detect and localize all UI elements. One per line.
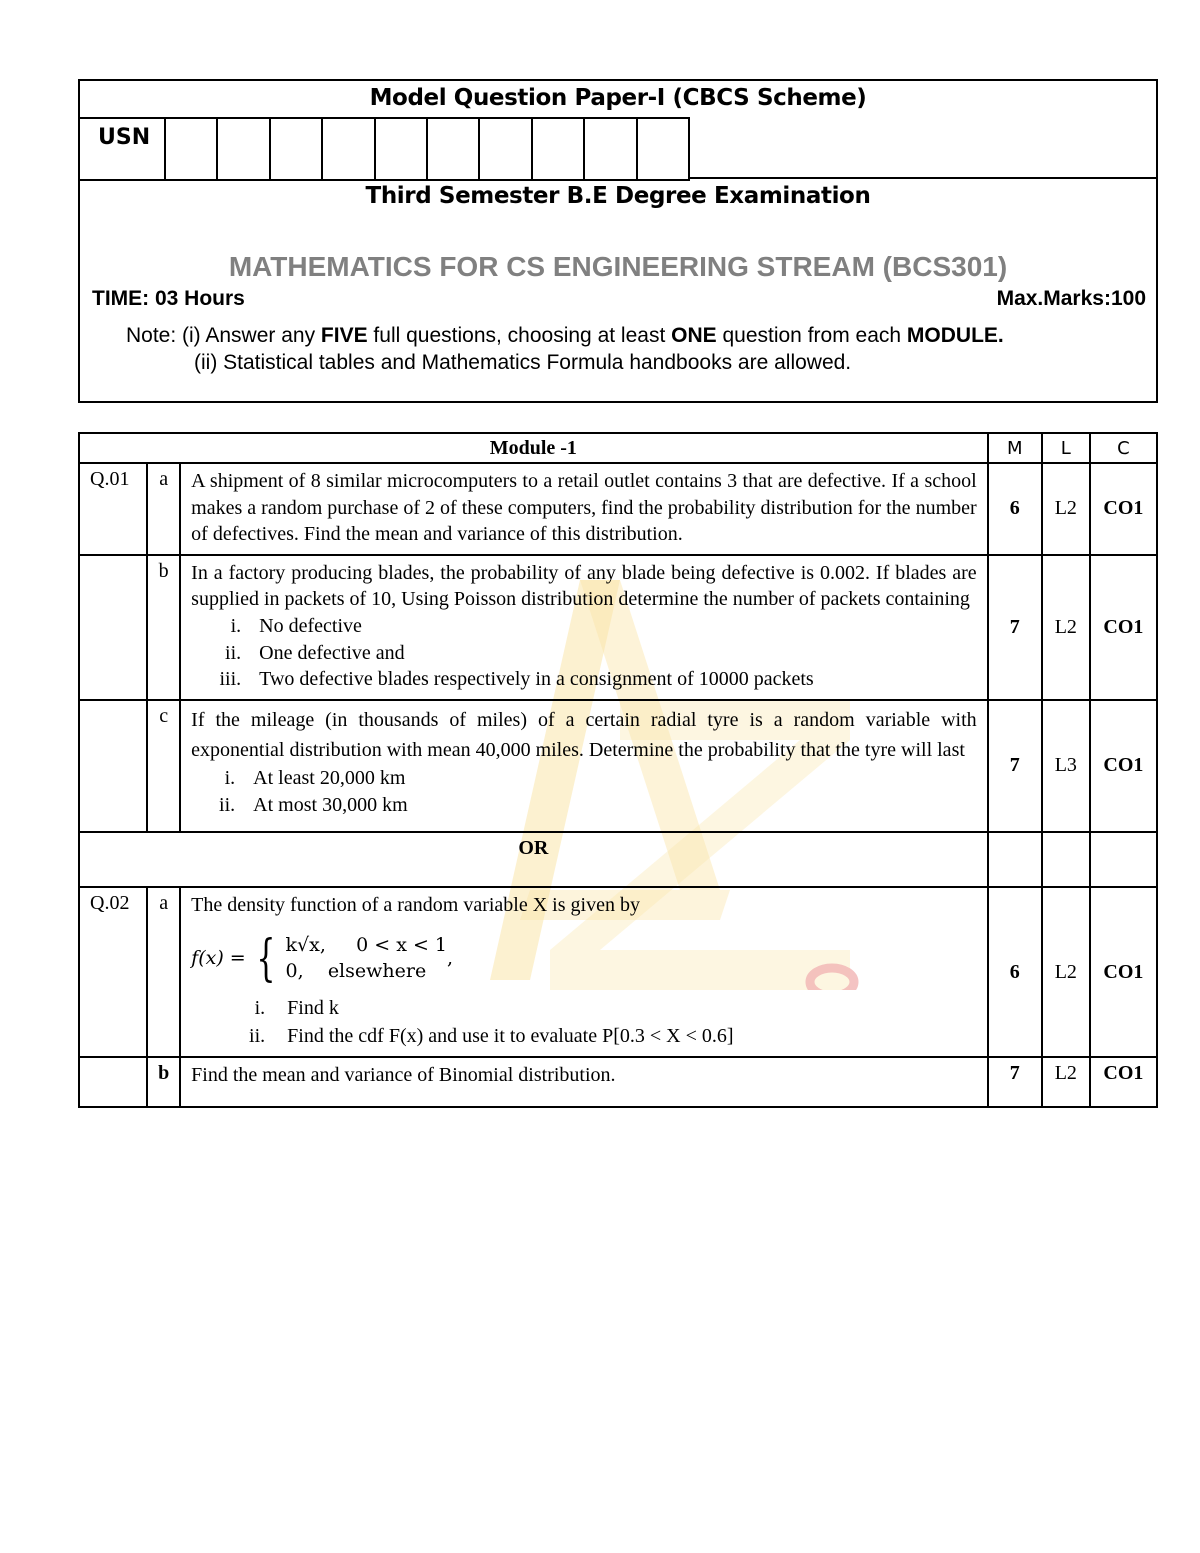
paper-title: Model Question Paper-I (CBCS Scheme)	[369, 85, 867, 111]
co-column-header: C	[1090, 433, 1157, 463]
marks-cell: 7	[988, 700, 1042, 832]
table-row	[79, 463, 1157, 555]
usn-digit-box[interactable]	[271, 119, 323, 179]
formula-tail: ,	[447, 947, 454, 970]
question-text: The density function of a random variable X is given by	[191, 893, 640, 916]
list-item: iii. Two defective blades respectively in a consignment of 10000 packets	[219, 668, 814, 691]
table-row	[79, 700, 1157, 832]
marks-cell: 6	[988, 887, 1042, 1058]
list-item: i. At least 20,000 km	[224, 766, 406, 789]
brace-icon: {	[256, 929, 276, 988]
level-cell: L2	[1042, 463, 1090, 555]
usn-digit-box[interactable]	[480, 119, 532, 179]
question-number-empty	[79, 555, 147, 700]
question-text: A shipment of 8 similar microcomputers to a retail outlet contains 3 that are defective. If a school makes a random purchase of 2 of these computers, find the probability distribution for the number of defectives. Find the mean and variance of this distribution.	[180, 463, 988, 555]
usn-label: USN	[80, 119, 166, 179]
level-column-header: L	[1042, 433, 1090, 463]
list-item: i. No defective	[230, 614, 362, 637]
empty-cell	[1090, 832, 1157, 887]
marks-column-header: M	[988, 433, 1042, 463]
subquestion-label: a	[147, 463, 180, 555]
subject-title: MATHEMATICS FOR CS ENGINEERING STREAM (BCS301)	[228, 251, 1008, 282]
empty-cell	[988, 832, 1042, 887]
question-text: Find the mean and variance of Binomial distribution.	[180, 1057, 988, 1107]
question-number: Q.02	[79, 887, 147, 1058]
co-cell: CO1	[1090, 463, 1157, 555]
density-formula	[191, 929, 977, 988]
usn-digit-box[interactable]	[218, 119, 270, 179]
co-cell: CO1	[1090, 1057, 1157, 1107]
formula-lhs: f(x) =	[191, 947, 246, 970]
empty-cell	[1042, 832, 1090, 887]
divider	[690, 177, 1156, 179]
sub-items-list	[191, 613, 977, 693]
usn-digit-box[interactable]	[166, 119, 218, 179]
table-row	[79, 1057, 1157, 1107]
list-item: ii. One defective and	[225, 641, 405, 664]
question-text-block	[180, 555, 988, 700]
subquestion-label: a	[147, 887, 180, 1058]
marks-cell: 6	[988, 463, 1042, 555]
usn-digit-box[interactable]	[323, 119, 375, 179]
formula-case: 0, elsewhere	[285, 960, 427, 983]
marks-cell: 7	[988, 1057, 1042, 1107]
marks-cell: 7	[988, 555, 1042, 700]
co-cell: CO1	[1090, 700, 1157, 832]
subquestion-label: b	[147, 1057, 180, 1107]
exam-time: TIME: 03 Hours	[92, 287, 245, 310]
question-text: In a factory producing blades, the probability of any blade being defective is 0.002. If blades are supplied in packets of 10, Using Poisson distribution determine the number of packets containing	[191, 561, 977, 611]
or-label: OR	[79, 832, 988, 887]
exam-title: Third Semester B.E Degree Examination	[365, 183, 871, 209]
list-item: ii. At most 30,000 km	[219, 793, 408, 816]
usn-digit-box[interactable]	[585, 119, 637, 179]
question-text-block	[180, 887, 988, 1058]
usn-digit-box[interactable]	[376, 119, 428, 179]
subquestion-label: b	[147, 555, 180, 700]
header-box	[78, 79, 1158, 403]
usn-row	[80, 117, 690, 181]
note-line-2: (ii) Statistical tables and Mathematics Formula handbooks are allowed.	[194, 351, 852, 374]
sub-items-list	[191, 994, 977, 1050]
table-row	[79, 887, 1157, 1058]
usn-digit-box[interactable]	[533, 119, 585, 179]
level-cell: L2	[1042, 555, 1090, 700]
table-header-row	[79, 433, 1157, 463]
question-table	[78, 432, 1158, 1108]
question-number: Q.01	[79, 463, 147, 555]
max-marks: Max.Marks:100	[996, 287, 1146, 310]
subquestion-label: c	[147, 700, 180, 832]
sub-items-list	[191, 765, 977, 825]
list-item: i. Find k	[254, 997, 339, 1020]
level-cell: L2	[1042, 1057, 1090, 1107]
or-row	[79, 832, 1157, 887]
question-number-empty	[79, 1057, 147, 1107]
level-cell: L2	[1042, 887, 1090, 1058]
list-item: ii. Find the cdf F(x) and use it to evaluate P[0.3 < X < 0.6]	[249, 1025, 734, 1048]
usn-digit-box[interactable]	[428, 119, 480, 179]
question-text: If the mileage (in thousands of miles) of a certain radial tyre is a random variable with exponential distribution with mean 40,000 miles. Determine the probability that the tyre will last	[191, 708, 977, 761]
formula-cases	[286, 932, 447, 984]
note-line-1: Note: (i) Answer any FIVE full questions, choosing at least ONE question from each MODULE.	[126, 324, 1004, 347]
formula-case: k√x, 0 < x < 1	[285, 934, 447, 957]
co-cell: CO1	[1090, 887, 1157, 1058]
co-cell: CO1	[1090, 555, 1157, 700]
question-number-empty	[79, 700, 147, 832]
usn-digit-box[interactable]	[638, 119, 690, 179]
level-cell: L3	[1042, 700, 1090, 832]
table-row	[79, 555, 1157, 700]
module-heading: Module -1	[79, 433, 988, 463]
question-text-block	[180, 700, 988, 832]
